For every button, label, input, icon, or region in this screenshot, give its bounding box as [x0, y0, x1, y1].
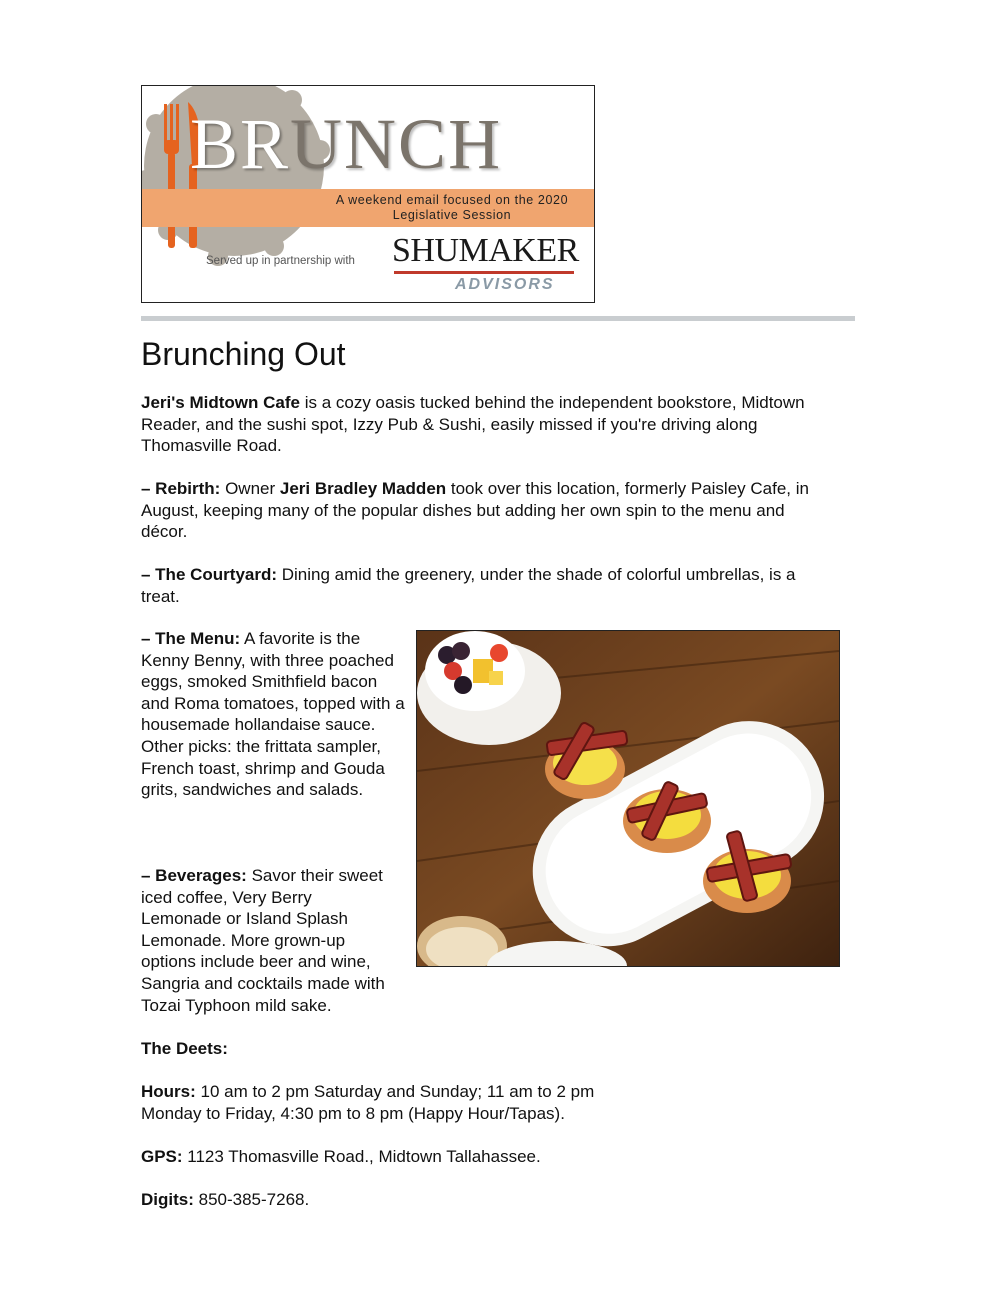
page-title: Brunching Out — [141, 336, 346, 372]
intro-paragraph: Jeri's Midtown Cafe is a cozy oasis tucked behind the independent bookstore, Midtown Reader, and the sushi spot, Izzy Pub & Sushi, easily missed if you're driving along Thomasville Road. — [141, 393, 805, 456]
brunch-banner — [141, 85, 595, 303]
owner-name: Jeri Bradley Madden — [279, 479, 447, 498]
courtyard-paragraph: – The Courtyard: Dining amid the greenery, under the shade of colorful umbrellas, is a treat. — [141, 565, 796, 606]
beverages-paragraph: – Beverages: Savor their sweet iced coffee, Very Berry Lemonade or Island Splash Lemonade. More grown-up options include beer and wine, Sangria and cocktails made with Tozai Typhoon mild sake. — [141, 866, 385, 1015]
phone-paragraph: Digits: 850-385-7268. — [141, 1190, 310, 1209]
section-divider — [141, 316, 855, 321]
gps-paragraph: GPS: 1123 Thomasville Road., Midtown Tallahassee. — [141, 1147, 541, 1166]
brunch-logo-text: BRUNCH — [190, 104, 503, 184]
menu-paragraph: – The Menu: A favorite is the Kenny Benny, with three poached eggs, smoked Smithfield bacon and Roma tomatoes, topped with a housemade hollandaise sauce. Other picks: the frittata sampler, French toast, shrimp and Gouda grits, sandwiches and salads. — [141, 629, 405, 800]
partnership-text: Served up in partnership with — [206, 255, 355, 267]
deets-heading: The Deets: — [141, 1039, 228, 1058]
banner-tagline: A weekend email focused on the 2020 Legislative Session — [335, 193, 569, 222]
partner-logo-underline — [394, 271, 574, 274]
rebirth-paragraph: – Rebirth: Owner Jeri Bradley Madden took over this location, formerly Paisley Cafe, in August, keeping many of the popular dishes but adding her own spin to the menu and décor. — [141, 479, 809, 542]
food-photo-illustration — [417, 631, 839, 966]
cafe-name: Jeri's Midtown Cafe — [141, 393, 300, 412]
food-photo — [416, 630, 840, 967]
partner-logo-subtitle: ADVISORS — [455, 276, 555, 293]
hours-paragraph: Hours: 10 am to 2 pm Saturday and Sunday; 11 am to 2 pm Monday to Friday, 4:30 pm to 8 pm (Happy Hour/Tapas). — [141, 1082, 595, 1123]
partner-logo-name: SHUMAKER — [392, 232, 579, 269]
